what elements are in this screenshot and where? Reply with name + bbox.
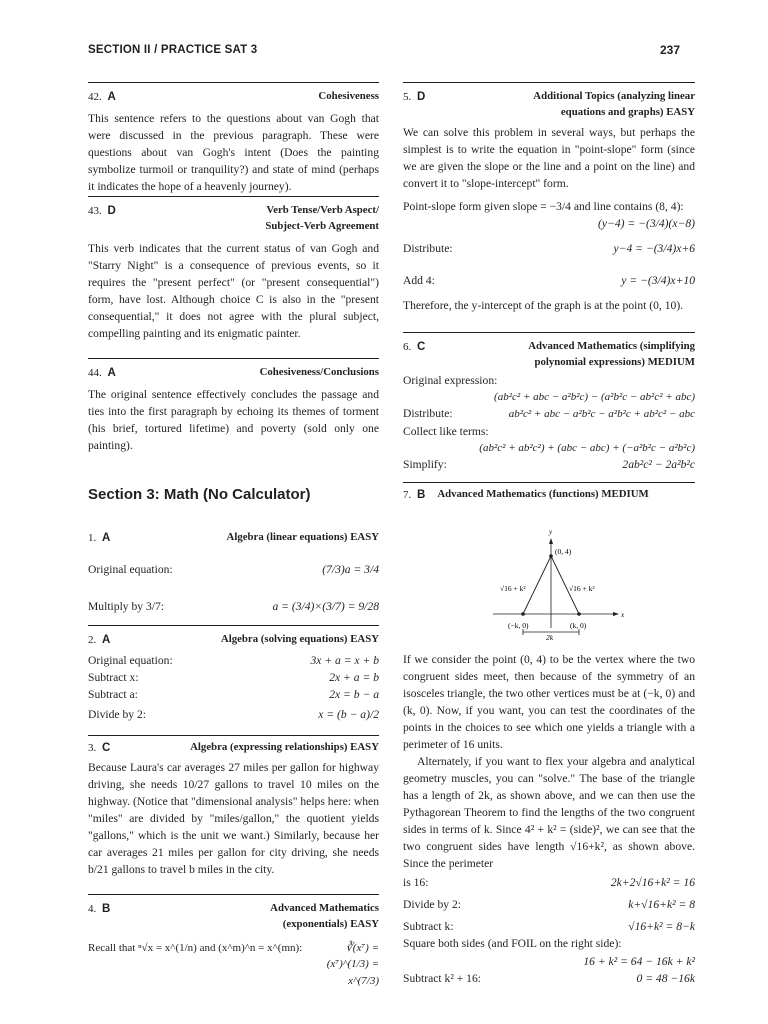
question-number: 3.	[88, 742, 97, 754]
explanation: This verb indicates that the current status of van Gogh and "Starry Night" is a consequence of previous events, so it requires the "present perfect" (or "present consequential") form, have lost. Although choice C is also in the "present consequential," it does not agree with the plural subject, compelling painting and its enigmatic painter.	[88, 242, 379, 341]
question-number: 6.	[403, 341, 412, 353]
question-number: 42.	[88, 91, 102, 103]
step-row	[88, 940, 379, 988]
question-number: 7.	[403, 489, 412, 501]
answer-43	[88, 196, 379, 342]
answer-math-2	[88, 625, 379, 723]
answer-44	[88, 358, 379, 454]
vertex-label: (0, 4)	[555, 546, 572, 556]
type-line-1: Advanced Mathematics (simplifying	[528, 340, 695, 352]
step-equation: (ab²c² + abc − a²b²c) − (a²b²c − ab²c² + abc)	[494, 391, 695, 404]
step-label: Subtract x:	[88, 670, 139, 684]
question-type: Cohesiveness/Conclusions	[259, 366, 379, 378]
answer-math-1	[88, 530, 379, 623]
step-row	[403, 970, 695, 987]
page-number: 237	[659, 43, 680, 57]
question-number: 1.	[88, 532, 97, 544]
step-label: is 16:	[403, 876, 429, 890]
step-equation: ∛(x⁷) = (x⁷)^(1/3) = x^(7/3)	[326, 942, 379, 987]
left-point-label: (−k, 0)	[508, 620, 529, 630]
type-line-2: equations and graphs) EASY	[560, 105, 695, 118]
explanation: We can solve this problem in several ways, but perhaps the simplest is to write the equation in "point-slope" form (since we are given the slope or the line and a point on the line) and convert it to "slope-intercept" form.	[403, 126, 695, 191]
step-label: Subtract k² + 16:	[403, 971, 481, 985]
question-type: Algebra (linear equations) EASY	[226, 531, 379, 543]
triangle-diagram	[403, 504, 695, 640]
answer-letter: B	[417, 489, 426, 501]
question-number: 44.	[88, 367, 102, 379]
question-type: Advanced Mathematics (functions) MEDIUM	[437, 488, 649, 500]
right-side-label: √16 + k²	[569, 583, 595, 593]
answer-letter: B	[102, 903, 111, 915]
step-equation: 2ab²c² − 2a²b²c	[622, 457, 695, 471]
right-point-label: (k, 0)	[570, 620, 587, 630]
explanation-para-1: If we consider the point (0, 4) to be the vertex where the two congruent sides meet, then because of the symmetry of an isosceles triangle, the two other vertices must be at (−k, 0) and (k, 0). Now, if you want, you can test the coordinates of the points in the choices to see which one yields a triangle with a perimeter of 16 units.	[403, 652, 695, 752]
explanation-para-2: Alternately, if you want to flex your algebra and analytical geometry muscles, you can "solve." The base of the triangle has a length of 2k, as shown above, and we can then use the Pythagorean Theorem to find the lengths of the two congruent sides in terms of k. Since 4² + k² = (side)², we can see that the two congruent sides have length √16+k², as shown above. Since the perimeter	[403, 755, 695, 871]
step-equation: √16+k² = 8−k	[628, 920, 695, 934]
step-label: Subtract a:	[88, 688, 138, 701]
step-row	[88, 652, 379, 669]
answer-math-4	[88, 894, 379, 989]
step-row	[403, 456, 695, 473]
step-row	[88, 669, 379, 686]
step-equation: 0 = 48 −16k	[636, 971, 695, 985]
question-number: 5.	[403, 91, 412, 103]
step-label: Square both sides (and FOIL on the right side):	[403, 937, 622, 951]
step-label: Divide by 2:	[403, 898, 461, 912]
explanation: Because Laura's car averages 27 miles per gallon for highway driving, she needs 10/27 gallons to travel 10 miles on the highway. (Notice that "dimensional analysis" helps here: when "miles" are divided by "miles/gallon," the quotient yields "gallons," which is the unit we want.) Similarly, because her car averages 21 miles per gallon for city driving, she needs b/21 gallons to travel b miles in the city.	[88, 760, 379, 877]
answer-letter: D	[107, 205, 116, 217]
step-equation: (7/3)a = 3/4	[322, 563, 379, 577]
step-row	[403, 896, 695, 913]
step-equation: y−4 = −(3/4)x+6	[613, 242, 695, 256]
question-type	[425, 89, 695, 120]
answer-letter: A	[102, 532, 111, 544]
question-type	[425, 339, 695, 370]
step-equation: 2k+2√16+k² = 16	[610, 876, 695, 890]
type-line-2: Subject-Verb Agreement	[265, 219, 379, 232]
section-title: Section 3: Math (No Calculator)	[88, 486, 311, 503]
left-point	[521, 612, 525, 616]
step-row	[88, 706, 379, 723]
vertex-point	[549, 554, 553, 558]
step-label: Original equation:	[88, 563, 173, 577]
question-type: Cohesiveness	[318, 90, 379, 102]
step-label: Collect like terms:	[403, 424, 489, 438]
step-row	[403, 918, 695, 935]
step-equation: 3x + a = x + b	[310, 653, 379, 667]
x-axis-label: x	[621, 610, 625, 619]
step-row	[403, 874, 695, 891]
step-equation: k+√16+k² = 8	[628, 898, 695, 912]
answer-letter: A	[102, 634, 111, 646]
step-label: Original equation:	[88, 653, 173, 667]
step-equation: 2x + a = b	[329, 670, 379, 684]
step-label: Add 4:	[403, 273, 435, 287]
running-head: SECTION II / PRACTICE SAT 3	[88, 44, 258, 56]
step-equation: y = −(3/4)x+10	[621, 273, 695, 287]
step-equation: (ab²c² + ab²c²) + (abc − abc) + (−a²b²c − a²b²c)	[479, 441, 695, 454]
conclusion: Therefore, the y-intercept of the graph is at the point (0, 10).	[403, 298, 684, 312]
answer-letter: C	[102, 742, 111, 754]
type-line-2: polynomial expressions) MEDIUM	[534, 355, 695, 368]
question-type: Algebra (solving equations) EASY	[220, 633, 379, 645]
step-equation: (y−4) = −(3/4)(x−8)	[598, 217, 695, 231]
answer-math-6	[403, 332, 695, 473]
base-label: 2k	[546, 632, 554, 640]
step-label: Divide by 2:	[88, 708, 146, 722]
page-header	[88, 42, 680, 64]
step-label: Original expression:	[403, 374, 498, 388]
step-label: Point-slope form given slope = −3/4 and line contains (8, 4):	[403, 200, 684, 214]
x-axis-arrow	[613, 612, 619, 616]
answer-letter: A	[107, 367, 116, 379]
question-number: 4.	[88, 903, 97, 915]
step-equation: 16 + k² = 64 − 16k + k²	[583, 954, 695, 968]
step-row	[403, 240, 695, 257]
step-label: Recall that ⁿ√x = x^(1/n) and (x^m)^n = x^(mn):	[88, 942, 303, 955]
step-label: Multiply by 3/7:	[88, 600, 165, 614]
step-label: Distribute:	[403, 242, 453, 256]
answer-letter: C	[417, 341, 426, 353]
step-row	[88, 686, 379, 703]
left-side-label: √16 + k²	[500, 583, 526, 593]
y-axis-label: y	[549, 527, 553, 536]
step-label: Distribute:	[403, 407, 453, 421]
type-line-1: Verb Tense/Verb Aspect/	[266, 204, 379, 216]
step-equation: x = (b − a)/2	[318, 708, 379, 722]
answer-letter: A	[107, 91, 116, 103]
question-type	[116, 203, 379, 234]
answer-math-3	[88, 735, 379, 878]
right-point	[577, 612, 581, 616]
answer-math-7	[403, 482, 695, 987]
step-row	[403, 272, 695, 289]
answer-letter: D	[417, 91, 426, 103]
type-line-1: Additional Topics (analyzing linear	[533, 90, 695, 102]
explanation: The original sentence effectively concludes the passage and ties into the first paragraph by echoing its themes of torment (his brief, tortured lifetime) and poverty (sold only one painting).	[88, 387, 379, 453]
y-axis-arrow	[549, 538, 553, 544]
answer-math-5	[403, 82, 695, 314]
left-side	[523, 556, 551, 614]
step-row	[403, 405, 695, 422]
type-line-1: Advanced Mathematics	[270, 902, 379, 914]
question-type: Algebra (expressing relationships) EASY	[190, 741, 379, 753]
question-type	[110, 901, 379, 932]
step-label: Subtract k:	[403, 920, 454, 934]
explanation: This sentence refers to the questions about van Gogh that were discussed in the previous paragraph. These were questions about van Gogh's intent (Does the painting symbolize turmoil or tranquility?) and state of mind (perhaps it indicates the hope of a heavenly journey).	[88, 111, 379, 194]
step-equation: a = (3/4)×(3/7) = 9/28	[272, 600, 379, 614]
type-line-2: (exponentials) EASY	[282, 917, 379, 930]
step-label: Simplify:	[403, 457, 447, 471]
step-equation: ab²c² + abc − a²b²c − a²b²c + ab²c² − abc	[508, 408, 695, 421]
step-equation: 2x = b − a	[329, 688, 379, 701]
question-number: 43.	[88, 205, 102, 217]
question-number: 2.	[88, 634, 97, 646]
answer-42	[88, 82, 379, 195]
